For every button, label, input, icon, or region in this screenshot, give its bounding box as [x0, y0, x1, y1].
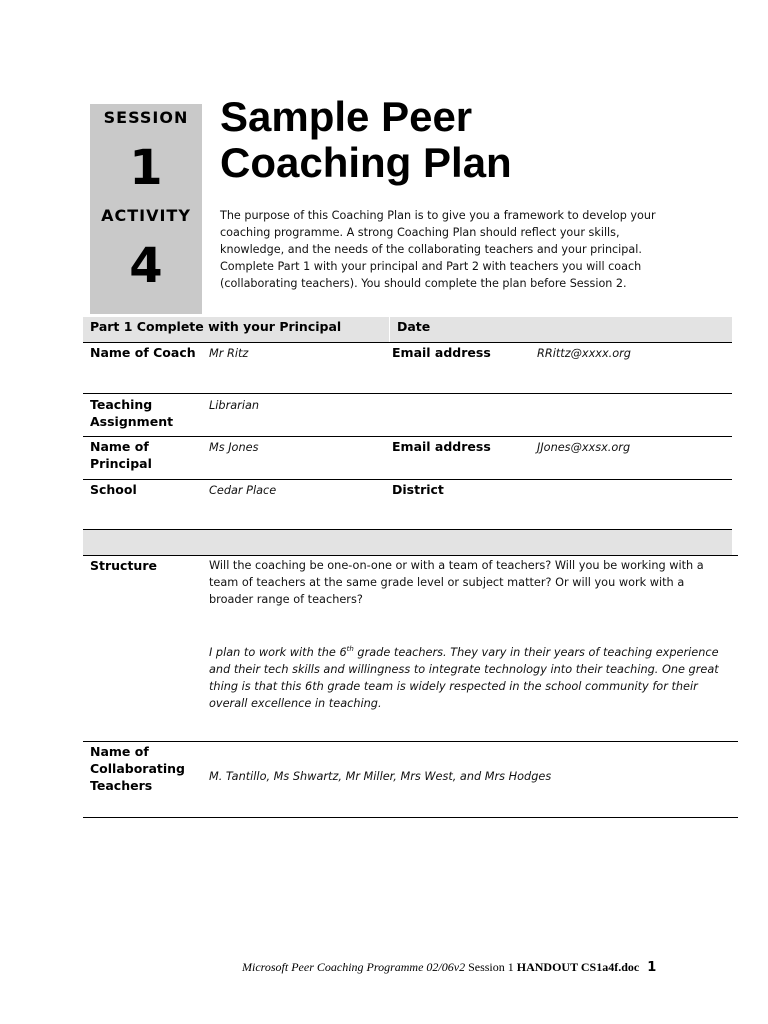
header-divider — [389, 317, 390, 342]
row-divider — [83, 393, 732, 394]
school-label: School — [90, 482, 137, 497]
intro-line: knowledge, and the needs of the collaborating teachers and your principal. — [220, 243, 642, 256]
principal-email-value: JJones@xxsx.org — [537, 441, 631, 454]
title-line-2: Coaching Plan — [220, 139, 512, 186]
intro-line: coaching programme. A strong Coaching Plan should reflect your skills, — [220, 226, 620, 239]
district-label: District — [392, 482, 444, 497]
session-number: 1 — [129, 140, 163, 196]
structure-question-line: Will the coaching be one-on-one or with a team of teachers? Will you be working with a — [209, 559, 704, 572]
part1-header: Part 1 Complete with your Principal — [90, 319, 342, 334]
assignment-label — [90, 396, 173, 430]
section-band — [83, 530, 732, 555]
session-activity-box — [90, 104, 202, 314]
collab-label-line: Teachers — [90, 778, 153, 793]
collab-label-line: Collaborating — [90, 761, 186, 776]
intro-line: Complete Part 1 with your principal and Part 2 with teachers you will coach — [220, 260, 642, 273]
row-divider — [83, 436, 732, 437]
structure-answer-text: I plan to work with the 6 — [209, 645, 347, 659]
date-header: Date — [397, 319, 431, 334]
row-divider — [83, 479, 732, 480]
row-divider — [83, 741, 738, 742]
title-line-1: Sample Peer — [220, 93, 473, 140]
principal-label-line: Name of — [90, 439, 149, 454]
principal-value: Ms Jones — [209, 441, 259, 454]
structure-answer — [209, 641, 734, 712]
intro-paragraph — [220, 207, 690, 292]
page-footer — [242, 960, 692, 975]
row-divider — [83, 555, 738, 556]
structure-label: Structure — [90, 558, 157, 573]
structure-answer-line: thing is that this 6th grade team is widely respected in the school community for their — [209, 679, 698, 693]
coach-email-value: RRittz@xxxx.org — [537, 347, 631, 360]
structure-question — [209, 557, 729, 608]
collab-label-line: Name of — [90, 744, 149, 759]
structure-answer-line: and their tech skills and willingness to integrate technology into their teaching. One great — [209, 662, 719, 676]
page-title — [220, 94, 720, 186]
structure-answer-text: grade teachers. They vary in their years of teaching experience — [353, 645, 719, 659]
structure-question-line: broader range of teachers? — [209, 593, 363, 606]
coach-email-label: Email address — [392, 345, 491, 360]
school-value: Cedar Place — [209, 484, 277, 497]
footer-session: Session 1 — [465, 960, 517, 974]
coach-value: Mr Ritz — [209, 347, 249, 360]
activity-number: 4 — [129, 238, 163, 294]
assignment-value: Librarian — [209, 399, 260, 412]
row-divider — [83, 342, 732, 343]
structure-question-line: team of teachers at the same grade level or subject matter? Or will you work with a — [209, 576, 685, 589]
coach-label: Name of Coach — [90, 345, 196, 360]
structure-answer-line: overall excellence in teaching. — [209, 696, 382, 710]
page-number: 1 — [647, 960, 657, 975]
session-label: SESSION — [103, 108, 189, 127]
intro-line: (collaborating teachers). You should complete the plan before Session 2. — [220, 277, 627, 290]
assignment-label-line: Assignment — [90, 414, 174, 429]
row-divider — [83, 817, 738, 818]
principal-email-label: Email address — [392, 439, 491, 454]
assignment-label-line: Teaching — [90, 397, 153, 412]
footer-handout: HANDOUT CS1a4f.doc — [516, 960, 640, 974]
ordinal-suffix: th — [346, 645, 354, 653]
footer-doc-name: Microsoft Peer Coaching Programme 02/06v2 — [242, 960, 466, 974]
principal-label-line: Principal — [90, 456, 152, 471]
principal-label — [90, 438, 152, 472]
collab-label — [90, 743, 185, 794]
activity-label: ACTIVITY — [101, 206, 191, 225]
intro-line: The purpose of this Coaching Plan is to give you a framework to develop your — [220, 209, 656, 222]
collab-value: M. Tantillo, Ms Shwartz, Mr Miller, Mrs West, and Mrs Hodges — [209, 770, 552, 783]
